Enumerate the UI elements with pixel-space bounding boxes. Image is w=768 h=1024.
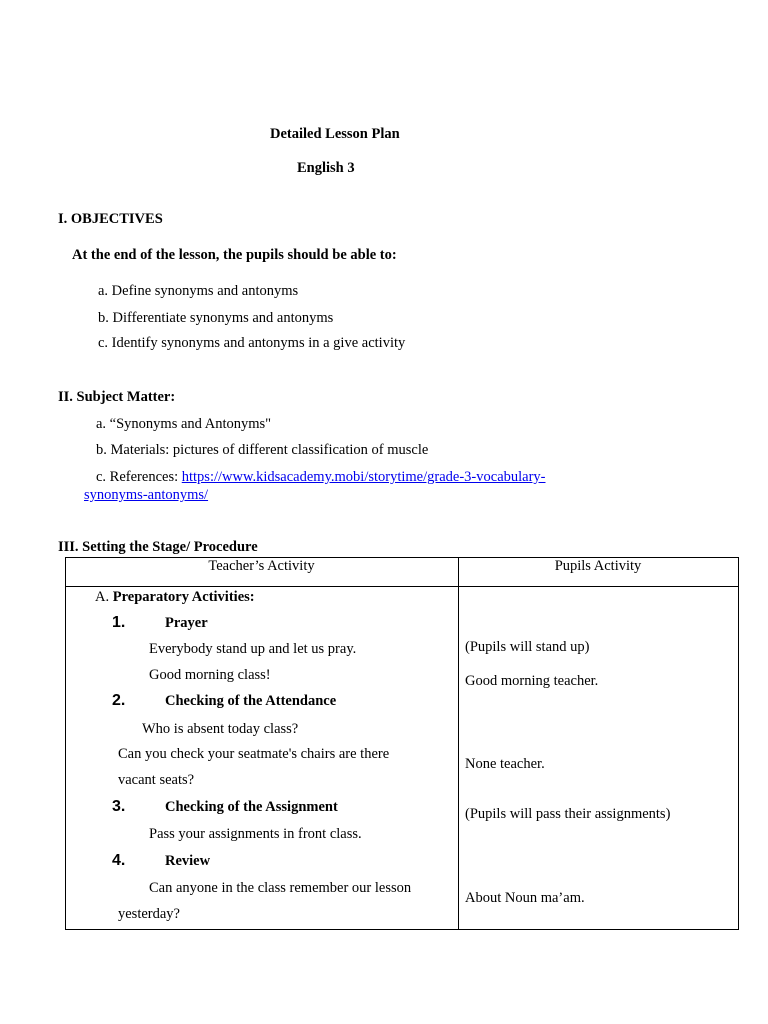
teacher-line: Can you check your seatmate's chairs are there (118, 746, 390, 762)
step-number: 1. (112, 614, 126, 631)
objectives-intro: At the end of the lesson, the pupils should be able to: (72, 247, 397, 263)
teacher-line: Who is absent today class? (142, 721, 299, 737)
step-number: 3. (112, 798, 126, 815)
subject-matter-references (96, 470, 546, 485)
step-title: Checking of the Attendance (165, 693, 337, 709)
pupil-line: About Noun ma’am. (465, 890, 585, 906)
section-prefix: A. (95, 589, 113, 605)
document-subject: English 3 (297, 160, 355, 176)
subject-matter-heading: II. Subject Matter: (58, 389, 176, 405)
objectives-heading: I. OBJECTIVES (58, 211, 163, 227)
references-link-continued[interactable]: synonyms-antonyms/ (84, 487, 209, 503)
section-preparatory-activities (95, 590, 255, 605)
pupil-line: (Pupils will pass their assignments) (465, 806, 671, 822)
step-title: Prayer (165, 615, 208, 631)
step-title: Review (165, 853, 211, 869)
pupil-line: None teacher. (465, 756, 545, 772)
teacher-line: Can anyone in the class remember our lesson (149, 880, 412, 896)
teacher-line: Pass your assignments in front class. (149, 826, 362, 842)
document-title: Detailed Lesson Plan (270, 126, 400, 142)
references-link[interactable]: https://www.kidsacademy.mobi/storytime/grade-3-vocabulary- (181, 469, 546, 485)
teacher-line: yesterday? (118, 906, 180, 922)
objective-item: a. Define synonyms and antonyms (98, 283, 299, 299)
pupil-line: Good morning teacher. (465, 673, 599, 689)
column-header-pupils: Pupils Activity (554, 558, 642, 574)
pupil-line: (Pupils will stand up) (465, 639, 590, 655)
table-border-bottom (65, 929, 739, 930)
teacher-line: vacant seats? (118, 772, 195, 788)
table-header-divider (65, 586, 739, 587)
references-label: c. References: (96, 469, 182, 485)
procedure-heading: III. Setting the Stage/ Procedure (58, 539, 258, 555)
section-title: Preparatory Activities: (112, 589, 255, 605)
teacher-line: Good morning class! (149, 667, 271, 683)
subject-matter-topic: a. “Synonyms and Antonyms" (96, 416, 272, 432)
objective-item: b. Differentiate synonyms and antonyms (98, 310, 334, 326)
table-border-right (738, 557, 739, 930)
step-title: Checking of the Assignment (165, 799, 338, 815)
table-border-left (65, 557, 66, 930)
step-number: 2. (112, 692, 126, 709)
table-column-divider (458, 557, 459, 930)
teacher-line: Everybody stand up and let us pray. (149, 641, 357, 657)
column-header-teacher: Teacher’s Activity (208, 558, 315, 574)
step-number: 4. (112, 852, 126, 869)
subject-matter-materials: b. Materials: pictures of different classification of muscle (96, 442, 429, 458)
objective-item: c. Identify synonyms and antonyms in a give activity (98, 335, 406, 351)
